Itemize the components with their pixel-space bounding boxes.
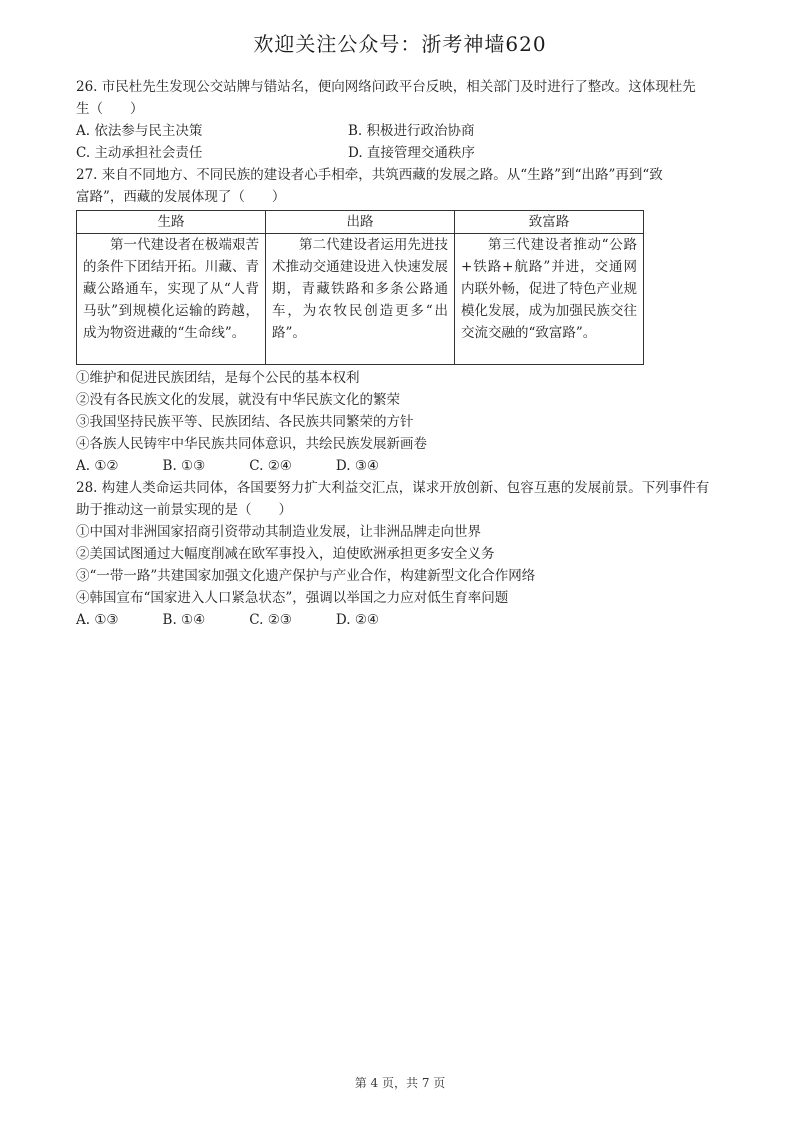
table-cell: 第二代建设者运用先进技术推动交通建设进入快速发展期，青藏铁路和多条公路通车，为农牧民创造更多“出路”。 <box>266 234 455 365</box>
question-28 <box>76 477 726 631</box>
statement-4: ④各族人民铸牢中华民族共同体意识，共绘民族发展新画卷 <box>76 436 427 452</box>
table-cell: 第一代建设者在极端艰苦的条件下团结开拓。川藏、青藏公路通车，实现了从“人背马驮”到规模化运输的跨越，成为物资进藏的“生命线”。 <box>77 234 266 365</box>
option-b: B. 积极进行政治协商 <box>348 123 475 139</box>
question-28-options <box>76 609 726 631</box>
question-26-options-row1 <box>76 120 726 142</box>
question-26-options-row2 <box>76 142 726 164</box>
question-26-stem-line1: 26. 市民杜先生发现公交站牌与错站名，便向网络问政平台反映，相关部门及时进行了整改。这体现杜先 <box>76 79 696 95</box>
option-c: C. 主动承担社会责任 <box>76 145 203 161</box>
statement-2: ②美国试图通过大幅度削减在欧军事投入，迫使欧洲承担更多安全义务 <box>76 546 495 562</box>
option-d: D. ②④ <box>335 612 380 628</box>
statement-1: ①中国对非洲国家招商引资带动其制造业发展，让非洲品牌走向世界 <box>76 524 481 540</box>
statement-3: ③我国坚持民族平等、民族团结、各民族共同繁荣的方针 <box>76 414 414 430</box>
table-header-cell: 生路 <box>77 211 266 234</box>
question-27-stem-line1: 27. 来自不同地方、不同民族的建设者心手相牵，共筑西藏的发展之路。从“生路”到“出路”再到“致 <box>76 167 663 183</box>
question-26 <box>76 76 726 164</box>
option-c: C. ②④ <box>249 458 292 474</box>
question-27-options <box>76 455 726 477</box>
table-cell: 第三代建设者推动“公路+铁路+航路”并进，交通网内联外畅，促进了特色产业规模化发展，成为加强民族交往交流交融的“致富路”。 <box>455 234 644 365</box>
page-header: 欢迎关注公众号：浙考神墙620 <box>253 32 547 56</box>
option-d: D. ③④ <box>335 458 380 474</box>
development-path-table <box>76 210 644 365</box>
option-a: A. ①③ <box>76 612 119 628</box>
statement-4: ④韩国宣布“国家进入人口紧急状态”，强调以举国之力应对低生育率问题 <box>76 590 509 606</box>
statement-2: ②没有各民族文化的发展，就没有中华民族文化的繁荣 <box>76 392 400 408</box>
option-b: B. ①③ <box>162 458 206 474</box>
option-d: D. 直接管理交通秩序 <box>348 145 475 161</box>
option-a: A. ①② <box>76 458 119 474</box>
option-a: A. 依法参与民主决策 <box>76 123 203 139</box>
table-row <box>77 234 644 365</box>
option-c: C. ②③ <box>249 612 292 628</box>
question-27 <box>76 164 726 477</box>
question-28-stem-line1: 28. 构建人类命运共同体，各国要努力扩大利益交汇点，谋求开放创新、包容互惠的发展前景。下列事件有 <box>76 480 710 496</box>
question-content <box>76 76 726 631</box>
question-28-stem-line2: 助于推动这一前景实现的是（ ） <box>76 502 292 518</box>
statement-3: ③“一带一路”共建国家加强文化遗产保护与产业合作，构建新型文化合作网络 <box>76 568 536 584</box>
table-header-row <box>77 211 644 234</box>
option-b: B. ①④ <box>162 612 206 628</box>
question-27-stem-line2: 富路”，西藏的发展体现了（ ） <box>76 189 286 205</box>
question-26-stem-line2: 生（ ） <box>76 101 144 117</box>
table-header-cell: 出路 <box>266 211 455 234</box>
statement-1: ①维护和促进民族团结，是每个公民的基本权利 <box>76 370 360 386</box>
table-header-cell: 致富路 <box>455 211 644 234</box>
page-footer: 第 4 页，共 7 页 <box>354 1076 446 1090</box>
